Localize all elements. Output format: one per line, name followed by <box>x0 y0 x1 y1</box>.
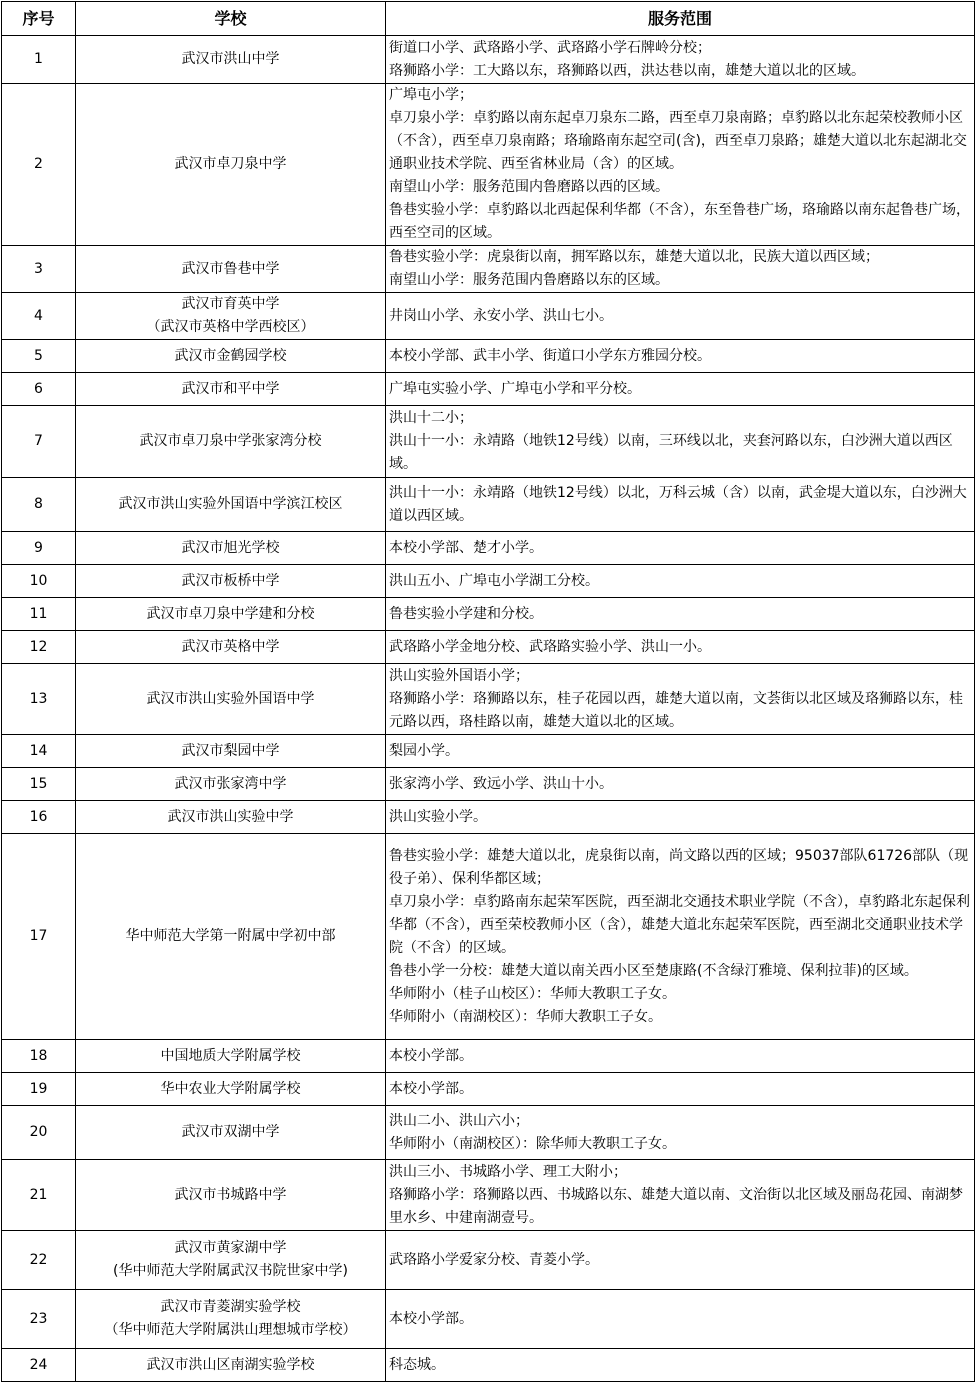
service-area-line: 卓刀泉小学：卓豹路南东起荣军医院，西至湖北交通技术职业学院（不含），卓豹路北东起保利华都（不含），西至荣校教师小区（含），雄楚大道北东起荣军医院，西至湖北交通职业技术学院（不含）的区域。 <box>389 893 970 956</box>
header-school: 学校 <box>76 2 386 36</box>
school-name-line: （华中师范大学附属洪山理想城市学校） <box>104 1322 357 1338</box>
table-row <box>2 293 975 340</box>
service-area-line: 鲁巷实验小学：雄楚大道以北，虎泉街以南，尚文路以西的区域；95037部队61726部队（现役子弟）、保利华都区域； <box>389 847 969 887</box>
row-number: 11 <box>2 598 76 631</box>
school-name <box>76 36 386 84</box>
school-name-line: 武汉市洪山实验外国语中学滨江校区 <box>118 496 343 512</box>
service-area <box>386 293 975 340</box>
service-area-line: 华师附小（南湖校区）：华师大教职工子女。 <box>389 1008 662 1025</box>
table-row <box>2 834 975 1040</box>
table-row <box>2 1160 975 1231</box>
row-number: 6 <box>2 373 76 406</box>
table-row <box>2 1290 975 1349</box>
service-area-line: 华师附小（南湖校区）：除华师大教职工子女。 <box>389 1135 676 1152</box>
table-row <box>2 246 975 293</box>
service-area <box>386 1231 975 1290</box>
table-row <box>2 664 975 735</box>
service-area-line: 鲁巷实验小学建和分校。 <box>389 605 543 622</box>
row-number: 16 <box>2 801 76 834</box>
service-area-line: 南望山小学：服务范围内鲁磨路以西的区域。 <box>389 179 669 195</box>
table-row <box>2 532 975 565</box>
row-number: 14 <box>2 735 76 768</box>
service-area <box>386 768 975 801</box>
school-name-line: 武汉市卓刀泉中学建和分校 <box>146 605 315 622</box>
school-name <box>76 631 386 664</box>
service-area-line: 珞狮路小学：珞狮路以东，桂子花园以西，雄楚大道以南，文荟街以北区域及珞狮路以东，桂元路以西，珞桂路以南，雄楚大道以北的区域。 <box>389 690 963 730</box>
row-number: 18 <box>2 1040 76 1073</box>
row-number: 8 <box>2 478 76 532</box>
header-no: 序号 <box>2 2 76 36</box>
service-area-line: 洪山二小、洪山六小； <box>389 1112 529 1129</box>
service-area-line: 鲁巷实验小学：虎泉街以南，拥军路以东，雄楚大道以北，民族大道以西区域； <box>389 249 879 265</box>
table-row <box>2 36 975 84</box>
service-area <box>386 532 975 565</box>
school-name-line: 武汉市洪山中学 <box>181 51 280 67</box>
row-number: 17 <box>2 834 76 1040</box>
service-area-line: 珞狮路小学：珞狮路以西、书城路以东、雄楚大道以南、文治街以北区域及丽岛花园、南湖梦里水乡、中建南湖壹号。 <box>389 1186 963 1226</box>
row-number: 1 <box>2 36 76 84</box>
service-area-line: 洪山十一小：永靖路（地铁12号线）以南，三环线以北，夹套河路以东，白沙洲大道以西区域。 <box>389 433 953 472</box>
service-area-line: 洪山十一小：永靖路（地铁12号线）以北，万科云城（含）以南，武金堤大道以东，白沙洲大道以西区域。 <box>389 484 967 524</box>
school-name-line: 武汉市和平中学 <box>181 380 280 397</box>
table-row <box>2 565 975 598</box>
header-row <box>2 2 975 36</box>
service-area-line: 井岗山小学、永安小学、洪山七小。 <box>389 307 613 324</box>
school-name-line: 武汉市洪山实验中学 <box>167 808 294 825</box>
service-area-table <box>1 1 975 1382</box>
table-body <box>2 36 975 1382</box>
school-name-line: 武汉市黄家湖中学 <box>174 1240 287 1256</box>
school-name <box>76 1106 386 1160</box>
service-area <box>386 1106 975 1160</box>
service-area <box>386 84 975 246</box>
school-name-line: 武汉市书城路中学 <box>174 1186 287 1203</box>
school-name-line: 武汉市洪山实验外国语中学 <box>146 690 315 707</box>
school-name-line: 武汉市鲁巷中学 <box>181 260 280 277</box>
service-area-line: 华师附小（桂子山校区）：华师大教职工子女。 <box>389 985 676 1002</box>
row-number: 12 <box>2 631 76 664</box>
service-area-line: 南望山小学：服务范围内鲁磨路以东的区域。 <box>389 272 669 288</box>
service-area-line: 张家湾小学、致远小学、洪山十小。 <box>389 775 613 792</box>
service-area <box>386 340 975 373</box>
school-name <box>76 1160 386 1231</box>
service-area-line: 广埠屯实验小学、广埠屯小学和平分校。 <box>389 380 641 397</box>
row-number: 20 <box>2 1106 76 1160</box>
school-name <box>76 768 386 801</box>
service-area <box>386 1160 975 1231</box>
service-area-line: 洪山五小、广埠屯小学湖工分校。 <box>389 572 599 589</box>
header-area: 服务范围 <box>386 2 975 36</box>
table-row <box>2 373 975 406</box>
row-number: 19 <box>2 1073 76 1106</box>
service-area-line: 卓刀泉小学：卓豹路以南东起卓刀泉东二路，西至卓刀泉南路；卓豹路以北东起荣校教师小区（不含），西至卓刀泉南路；珞瑜路南东起空司(含)，西至卓刀泉路；雄楚大道以北东起湖北交通职业技术学院、西至省林业局（含）的区域。 <box>389 110 967 172</box>
school-name <box>76 598 386 631</box>
school-name <box>76 834 386 1040</box>
service-area <box>386 735 975 768</box>
service-area-line: 武珞路小学爱家分校、青菱小学。 <box>389 1251 599 1268</box>
row-number: 21 <box>2 1160 76 1231</box>
school-name <box>76 84 386 246</box>
school-name <box>76 1349 386 1382</box>
service-area-line: 鲁巷小学一分校：雄楚大道以南关西小区至楚康路(不含绿汀雅境、保利拉菲)的区域。 <box>389 962 918 979</box>
row-number: 24 <box>2 1349 76 1382</box>
service-area-line: 街道口小学、武珞路小学、武珞路小学石牌岭分校； <box>389 39 711 56</box>
service-area-line: 洪山三小、书城路小学、理工大附小； <box>389 1163 627 1180</box>
row-number: 7 <box>2 406 76 478</box>
service-area-line: 鲁巷实验小学：卓豹路以北西起保利华都（不含），东至鲁巷广场，珞瑜路以南东起鲁巷广场，西至空司的区域。 <box>389 202 970 241</box>
table-row <box>2 1349 975 1382</box>
service-area-line: 洪山十二小； <box>389 410 473 426</box>
row-number: 23 <box>2 1290 76 1349</box>
school-name <box>76 293 386 340</box>
row-number: 15 <box>2 768 76 801</box>
school-name <box>76 532 386 565</box>
service-area-line: 广埠屯小学； <box>389 87 473 103</box>
school-name-line: 中国地质大学附属学校 <box>160 1047 301 1064</box>
table-row <box>2 84 975 246</box>
school-name-line: 武汉市张家湾中学 <box>174 775 287 792</box>
school-name-line: (华中师范大学附属武汉书院世家中学) <box>113 1263 348 1279</box>
service-area <box>386 1073 975 1106</box>
school-name-line: 武汉市育英中学 <box>181 296 280 312</box>
table-row <box>2 735 975 768</box>
service-area-line: 珞狮路小学：工大路以东，珞狮路以西，洪达巷以南，雄楚大道以北的区域。 <box>389 62 865 79</box>
service-area-line: 本校小学部。 <box>389 1080 473 1097</box>
school-name-line: 武汉市梨园中学 <box>181 742 280 759</box>
service-area <box>386 631 975 664</box>
service-area-line: 本校小学部。 <box>389 1310 473 1327</box>
school-name <box>76 1290 386 1349</box>
service-area-line: 洪山实验外国语小学； <box>389 667 529 684</box>
service-area <box>386 478 975 532</box>
row-number: 9 <box>2 532 76 565</box>
table-row <box>2 598 975 631</box>
table-row <box>2 768 975 801</box>
school-name <box>76 406 386 478</box>
row-number: 5 <box>2 340 76 373</box>
service-area-line: 本校小学部。 <box>389 1047 473 1064</box>
service-area-line: 本校小学部、楚才小学。 <box>389 539 543 556</box>
school-name <box>76 664 386 735</box>
service-area <box>386 1290 975 1349</box>
school-name-line: 武汉市卓刀泉中学张家湾分校 <box>139 433 322 449</box>
school-name-line: 华中师范大学第一附属中学初中部 <box>125 928 336 944</box>
school-name <box>76 373 386 406</box>
row-number: 4 <box>2 293 76 340</box>
row-number: 13 <box>2 664 76 735</box>
service-area-line: 梨园小学。 <box>389 742 459 759</box>
school-name <box>76 801 386 834</box>
school-name <box>76 340 386 373</box>
school-name <box>76 246 386 293</box>
school-name-line: 武汉市金鹤园学校 <box>174 347 287 364</box>
school-name <box>76 1073 386 1106</box>
school-name-line: 华中农业大学附属学校 <box>160 1080 301 1097</box>
school-name-line: （武汉市英格中学西校区） <box>146 319 315 335</box>
school-name-line: 武汉市双湖中学 <box>181 1124 280 1140</box>
service-area <box>386 565 975 598</box>
service-area-line: 本校小学部、武丰小学、街道口小学东方雅园分校。 <box>389 347 711 364</box>
table-row <box>2 801 975 834</box>
service-area-line: 科态城。 <box>389 1356 445 1373</box>
row-number: 22 <box>2 1231 76 1290</box>
service-area <box>386 246 975 293</box>
school-name-line: 武汉市卓刀泉中学 <box>174 156 287 172</box>
service-area-line: 洪山实验小学。 <box>389 808 487 825</box>
service-area <box>386 1040 975 1073</box>
table-row <box>2 631 975 664</box>
table-row <box>2 1231 975 1290</box>
school-name-line: 武汉市板桥中学 <box>181 572 280 589</box>
school-name <box>76 565 386 598</box>
service-area-line: 武珞路小学金地分校、武珞路实验小学、洪山一小。 <box>389 638 711 655</box>
school-name-line: 武汉市英格中学 <box>181 638 280 655</box>
school-name-line: 武汉市洪山区南湖实验学校 <box>146 1356 315 1373</box>
school-name-line: 武汉市旭光学校 <box>181 539 280 556</box>
service-area <box>386 801 975 834</box>
service-area <box>386 36 975 84</box>
school-name-line: 武汉市青菱湖实验学校 <box>160 1299 301 1315</box>
table-row <box>2 406 975 478</box>
table-row <box>2 1040 975 1073</box>
service-area <box>386 1349 975 1382</box>
row-number: 10 <box>2 565 76 598</box>
table-row <box>2 478 975 532</box>
row-number: 2 <box>2 84 76 246</box>
service-area <box>386 373 975 406</box>
table-row <box>2 1073 975 1106</box>
service-area <box>386 406 975 478</box>
service-area <box>386 834 975 1040</box>
school-name <box>76 735 386 768</box>
row-number: 3 <box>2 246 76 293</box>
table-row <box>2 340 975 373</box>
table-row <box>2 1106 975 1160</box>
service-area <box>386 598 975 631</box>
service-area <box>386 664 975 735</box>
school-name <box>76 478 386 532</box>
school-name <box>76 1040 386 1073</box>
school-name <box>76 1231 386 1290</box>
